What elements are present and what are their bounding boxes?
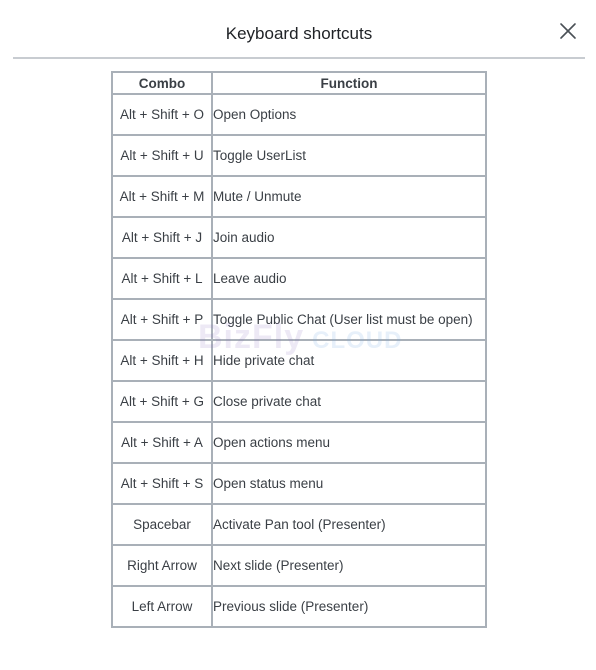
function-cell: Toggle Public Chat (User list must be open) — [212, 299, 486, 340]
combo-cell: Alt + Shift + P — [112, 299, 212, 340]
function-cell: Join audio — [212, 217, 486, 258]
function-cell: Close private chat — [212, 381, 486, 422]
function-cell: Previous slide (Presenter) — [212, 586, 486, 627]
function-cell: Open Options — [212, 94, 486, 135]
combo-cell: Left Arrow — [112, 586, 212, 627]
table-row — [112, 176, 486, 217]
table-row — [112, 422, 486, 463]
watermark-subtext: CLOUD — [312, 327, 403, 354]
table-row — [112, 504, 486, 545]
function-cell: Next slide (Presenter) — [212, 545, 486, 586]
watermark-text: BizFly — [198, 318, 305, 356]
combo-cell: Alt + Shift + A — [112, 422, 212, 463]
function-cell: Leave audio — [212, 258, 486, 299]
modal-header — [13, 0, 585, 59]
table-row — [112, 217, 486, 258]
combo-cell: Alt + Shift + H — [112, 340, 212, 381]
modal-title: Keyboard shortcuts — [225, 24, 373, 43]
combo-cell: Alt + Shift + G — [112, 381, 212, 422]
table-row — [112, 545, 486, 586]
combo-cell: Alt + Shift + S — [112, 463, 212, 504]
table-row — [112, 381, 486, 422]
table-row — [112, 94, 486, 135]
function-cell: Hide private chat — [212, 340, 486, 381]
function-cell: Mute / Unmute — [212, 176, 486, 217]
table-row — [112, 135, 486, 176]
combo-cell: Alt + Shift + U — [112, 135, 212, 176]
combo-cell: Alt + Shift + M — [112, 176, 212, 217]
table-row — [112, 586, 486, 627]
combo-cell: Alt + Shift + J — [112, 217, 212, 258]
combo-cell: Alt + Shift + O — [112, 94, 212, 135]
combo-cell: Alt + Shift + L — [112, 258, 212, 299]
combo-cell: Right Arrow — [112, 545, 212, 586]
function-cell: Open status menu — [212, 463, 486, 504]
close-button[interactable] — [557, 20, 579, 42]
function-cell: Activate Pan tool (Presenter) — [212, 504, 486, 545]
table-header-row — [112, 72, 486, 94]
table-row — [112, 299, 486, 340]
table-row — [112, 340, 486, 381]
combo-cell: Spacebar — [112, 504, 212, 545]
shortcuts-table — [111, 71, 487, 628]
function-cell: Toggle UserList — [212, 135, 486, 176]
table-row — [112, 463, 486, 504]
close-icon — [557, 20, 579, 42]
function-cell: Open actions menu — [212, 422, 486, 463]
table-row — [112, 258, 486, 299]
column-header-combo: Combo — [112, 72, 212, 94]
column-header-function: Function — [212, 72, 486, 94]
